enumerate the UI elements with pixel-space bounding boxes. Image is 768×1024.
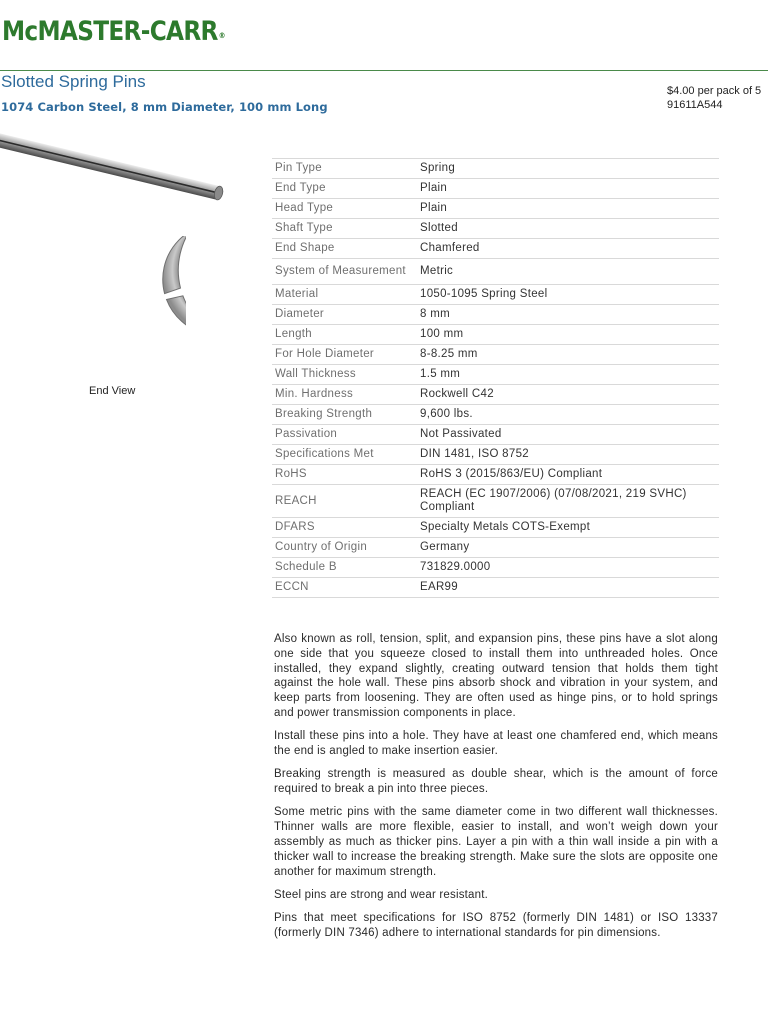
spec-label: Length: [272, 325, 417, 345]
spec-label: Min. Hardness: [272, 385, 417, 405]
spec-value: 1.5 mm: [417, 365, 719, 385]
spec-value: 731829.0000: [417, 558, 719, 578]
spec-value: RoHS 3 (2015/863/EU) Compliant: [417, 465, 719, 485]
spec-label: Breaking Strength: [272, 405, 417, 425]
brand-logo[interactable]: [2, 16, 225, 47]
spec-row: [272, 259, 719, 285]
price-text: $4.00 per pack of 5: [667, 85, 762, 97]
spec-row: [272, 365, 719, 385]
spec-row: [272, 219, 719, 239]
description-paragraph: Some metric pins with the same diameter come in two different wall thicknesses. Thinner walls are more flexible, easier to install, and won’t weigh down your assembly as much as thicker pins. Layer a pin with a thin wall inside a pin with a thicker wall to increase the breaking strength. Make sure the slots are opposite one another for maximum strength.: [274, 806, 718, 878]
spec-row: [272, 345, 719, 365]
spec-row: [272, 179, 719, 199]
registered-mark: ®: [218, 31, 225, 40]
spec-label: System of Measurement: [272, 259, 417, 285]
spec-row: [272, 385, 719, 405]
header-divider: [0, 70, 768, 71]
spec-label: Wall Thickness: [272, 365, 417, 385]
spec-value: Plain: [417, 199, 719, 219]
spec-row: [272, 465, 719, 485]
spec-row: [272, 578, 719, 598]
spec-label: DFARS: [272, 518, 417, 538]
spec-label: RoHS: [272, 465, 417, 485]
spec-value: Plain: [417, 179, 719, 199]
spec-value: DIN 1481, ISO 8752: [417, 445, 719, 465]
spec-label: End Type: [272, 179, 417, 199]
end-view-caption: End View: [89, 385, 136, 397]
brand-logo-text: McMASTER-CARR: [2, 16, 218, 47]
spec-row: [272, 159, 719, 179]
spec-label: Head Type: [272, 199, 417, 219]
spec-label: For Hole Diameter: [272, 345, 417, 365]
spec-label: REACH: [272, 485, 417, 518]
spec-row: [272, 518, 719, 538]
end-view-ring-image: [36, 236, 186, 386]
specs-table: [272, 158, 719, 598]
spec-label: ECCN: [272, 578, 417, 598]
spec-value: 8-8.25 mm: [417, 345, 719, 365]
spec-row: [272, 285, 719, 305]
spec-value: Rockwell C42: [417, 385, 719, 405]
description-paragraph: Also known as roll, tension, split, and expansion pins, these pins have a slot along one side that you squeeze closed to install them into unthreaded holes. Once installed, they expand slightly, creating outward tension that holds them tight against the hole wall. These pins absorb shock and vibration in your system, and keep parts from loosening. They are often used as hinge pins, or to hold springs and power transmission components in place.: [274, 633, 718, 719]
spec-value: 9,600 lbs.: [417, 405, 719, 425]
spec-label: Schedule B: [272, 558, 417, 578]
spec-value: 8 mm: [417, 305, 719, 325]
spec-row: [272, 485, 719, 518]
spec-label: Country of Origin: [272, 538, 417, 558]
spec-label: Pin Type: [272, 159, 417, 179]
description-paragraph: Breaking strength is measured as double shear, which is the amount of force required to break a pin into three pieces.: [274, 768, 718, 796]
spec-value: 1050-1095 Spring Steel: [417, 285, 719, 305]
spec-label: Passivation: [272, 425, 417, 445]
product-subtitle: 1074 Carbon Steel, 8 mm Diameter, 100 mm Long: [1, 100, 328, 114]
spec-row: [272, 425, 719, 445]
spec-label: End Shape: [272, 239, 417, 259]
product-description: [274, 632, 718, 949]
description-paragraph: Steel pins are strong and wear resistant.: [274, 888, 489, 901]
spec-row: [272, 538, 719, 558]
description-paragraph: Install these pins into a hole. They have at least one chamfered end, which means the end is angled to make insertion easier.: [274, 730, 718, 758]
spring-pin-image: [0, 128, 232, 208]
spec-label: Shaft Type: [272, 219, 417, 239]
spec-row: [272, 558, 719, 578]
part-number: 91611A544: [667, 99, 723, 111]
spec-value: Not Passivated: [417, 425, 719, 445]
spec-value: Metric: [417, 259, 719, 285]
description-paragraph: Pins that meet specifications for ISO 8752 (formerly DIN 1481) or ISO 13337 (formerly DIN 7346) adhere to international standards for pin dimensions.: [274, 912, 718, 940]
spec-row: [272, 445, 719, 465]
spec-row: [272, 199, 719, 219]
spec-value: Chamfered: [417, 239, 719, 259]
spec-value: Specialty Metals COTS-Exempt: [417, 518, 719, 538]
spec-value: Germany: [417, 538, 719, 558]
spec-row: [272, 305, 719, 325]
spec-value: Spring: [417, 159, 719, 179]
spec-label: Diameter: [272, 305, 417, 325]
spec-value: Slotted: [417, 219, 719, 239]
spec-value: 100 mm: [417, 325, 719, 345]
page-title: Slotted Spring Pins: [1, 72, 146, 91]
spec-value: REACH (EC 1907/2006) (07/08/2021, 219 SVHC) Compliant: [417, 485, 719, 518]
spec-label: Specifications Met: [272, 445, 417, 465]
spec-row: [272, 405, 719, 425]
spec-value: EAR99: [417, 578, 719, 598]
price-block: [667, 84, 761, 112]
spec-label: Material: [272, 285, 417, 305]
spec-row: [272, 239, 719, 259]
spec-row: [272, 325, 719, 345]
